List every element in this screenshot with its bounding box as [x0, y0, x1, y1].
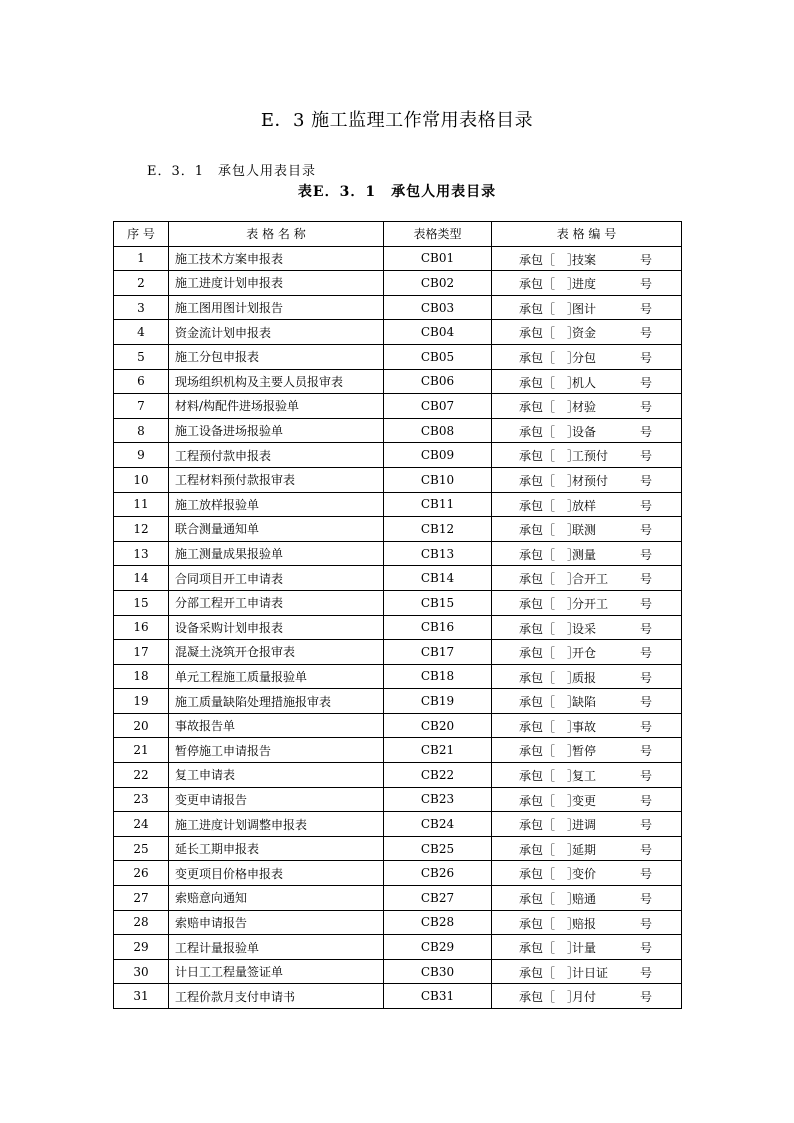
row-number: 29	[114, 935, 169, 960]
code-abbr: 机人	[572, 375, 597, 390]
table-row	[114, 984, 682, 1009]
header-no: 序 号	[114, 222, 169, 247]
code-abbr: 变更	[572, 793, 597, 808]
row-number: 10	[114, 467, 169, 492]
row-number: 30	[114, 959, 169, 984]
form-type: CB31	[384, 984, 492, 1009]
table-row	[114, 861, 682, 886]
code-prefix: 承包［ ］	[519, 867, 580, 882]
code-abbr: 进调	[572, 818, 597, 833]
table-row	[114, 713, 682, 738]
code-abbr: 放样	[572, 498, 597, 513]
code-abbr: 计量	[572, 941, 597, 956]
row-number: 19	[114, 689, 169, 714]
code-prefix: 承包［ ］	[519, 990, 580, 1005]
code-suffix: 号	[640, 523, 653, 538]
form-code	[492, 615, 682, 640]
code-prefix: 承包［ ］	[519, 744, 580, 759]
form-code	[492, 689, 682, 714]
form-code	[492, 320, 682, 345]
code-abbr: 设备	[572, 424, 597, 439]
code-suffix: 号	[640, 842, 653, 857]
table-row	[114, 541, 682, 566]
code-suffix: 号	[640, 400, 653, 415]
row-number: 25	[114, 836, 169, 861]
form-name: 设备采购计划申报表	[169, 615, 384, 640]
form-name: 工程价款月支付申请书	[169, 984, 384, 1009]
form-code	[492, 910, 682, 935]
form-name: 分部工程开工申请表	[169, 590, 384, 615]
form-name: 索赔申请报告	[169, 910, 384, 935]
form-type: CB27	[384, 886, 492, 911]
form-type: CB23	[384, 787, 492, 812]
form-code	[492, 295, 682, 320]
form-code	[492, 640, 682, 665]
form-type: CB22	[384, 763, 492, 788]
form-code	[492, 836, 682, 861]
form-type: CB05	[384, 344, 492, 369]
form-type: CB16	[384, 615, 492, 640]
code-abbr: 质报	[572, 670, 597, 685]
code-prefix: 承包［ ］	[519, 818, 580, 833]
form-type: CB13	[384, 541, 492, 566]
form-name: 单元工程施工质量报验单	[169, 664, 384, 689]
form-type: CB11	[384, 492, 492, 517]
row-number: 24	[114, 812, 169, 837]
row-number: 26	[114, 861, 169, 886]
table-row	[114, 344, 682, 369]
code-suffix: 号	[640, 449, 653, 464]
form-type: CB02	[384, 271, 492, 296]
code-suffix: 号	[640, 990, 653, 1005]
code-abbr: 赔报	[572, 916, 597, 931]
row-number: 8	[114, 418, 169, 443]
code-abbr: 材预付	[572, 473, 609, 488]
table-row	[114, 959, 682, 984]
form-name: 计日工工程量签证单	[169, 959, 384, 984]
code-prefix: 承包［ ］	[519, 572, 580, 587]
row-number: 16	[114, 615, 169, 640]
code-prefix: 承包［ ］	[519, 350, 580, 365]
table-row	[114, 566, 682, 591]
code-prefix: 承包［ ］	[519, 719, 580, 734]
row-number: 2	[114, 271, 169, 296]
code-prefix: 承包［ ］	[519, 793, 580, 808]
code-suffix: 号	[640, 547, 653, 562]
code-suffix: 号	[640, 892, 653, 907]
form-type: CB08	[384, 418, 492, 443]
header-code: 表 格 编 号	[492, 222, 682, 247]
code-suffix: 号	[640, 498, 653, 513]
form-code	[492, 738, 682, 763]
row-number: 12	[114, 517, 169, 542]
form-name: 变更申请报告	[169, 787, 384, 812]
form-type: CB04	[384, 320, 492, 345]
table-row	[114, 787, 682, 812]
table-row	[114, 394, 682, 419]
form-name: 施工分包申报表	[169, 344, 384, 369]
form-name: 事故报告单	[169, 713, 384, 738]
form-code	[492, 664, 682, 689]
form-type: CB24	[384, 812, 492, 837]
form-type: CB30	[384, 959, 492, 984]
table-row	[114, 763, 682, 788]
code-prefix: 承包［ ］	[519, 400, 580, 415]
form-name: 施工放样报验单	[169, 492, 384, 517]
form-type: CB25	[384, 836, 492, 861]
form-code	[492, 394, 682, 419]
code-suffix: 号	[640, 621, 653, 636]
code-abbr: 开仓	[572, 646, 597, 661]
code-abbr: 联测	[572, 523, 597, 538]
form-type: CB28	[384, 910, 492, 935]
code-abbr: 图计	[572, 301, 597, 316]
row-number: 1	[114, 246, 169, 271]
row-number: 9	[114, 443, 169, 468]
row-number: 27	[114, 886, 169, 911]
table-row	[114, 935, 682, 960]
table-row	[114, 369, 682, 394]
form-code	[492, 541, 682, 566]
row-number: 23	[114, 787, 169, 812]
form-name: 资金流计划申报表	[169, 320, 384, 345]
code-suffix: 号	[640, 769, 653, 784]
form-type: CB17	[384, 640, 492, 665]
form-code	[492, 344, 682, 369]
table-row	[114, 615, 682, 640]
table-body	[114, 246, 682, 1008]
form-name: 现场组织机构及主要人员报审表	[169, 369, 384, 394]
form-name: 变更项目价格申报表	[169, 861, 384, 886]
form-name: 复工申请表	[169, 763, 384, 788]
row-number: 7	[114, 394, 169, 419]
section-heading: E．3．1 承包人用表目录	[147, 164, 317, 179]
code-abbr: 月付	[572, 990, 597, 1005]
table-row	[114, 738, 682, 763]
form-name: 材料/构配件进场报验单	[169, 394, 384, 419]
form-name: 施工进度计划调整申报表	[169, 812, 384, 837]
form-type: CB01	[384, 246, 492, 271]
code-prefix: 承包［ ］	[519, 842, 580, 857]
form-type: CB29	[384, 935, 492, 960]
code-prefix: 承包［ ］	[519, 547, 580, 562]
table-row	[114, 271, 682, 296]
code-prefix: 承包［ ］	[519, 670, 580, 685]
form-name: 工程预付款申报表	[169, 443, 384, 468]
code-prefix: 承包［ ］	[519, 596, 580, 611]
row-number: 21	[114, 738, 169, 763]
form-type: CB07	[384, 394, 492, 419]
code-prefix: 承包［ ］	[519, 695, 580, 710]
code-abbr: 工预付	[572, 449, 609, 464]
form-code	[492, 246, 682, 271]
table-row	[114, 836, 682, 861]
table-row	[114, 689, 682, 714]
code-abbr: 复工	[572, 769, 597, 784]
form-code	[492, 492, 682, 517]
form-code	[492, 443, 682, 468]
table-row	[114, 910, 682, 935]
form-name: 工程计量报验单	[169, 935, 384, 960]
row-number: 20	[114, 713, 169, 738]
code-prefix: 承包［ ］	[519, 892, 580, 907]
code-prefix: 承包［ ］	[519, 941, 580, 956]
row-number: 6	[114, 369, 169, 394]
row-number: 3	[114, 295, 169, 320]
form-code	[492, 935, 682, 960]
code-abbr: 延期	[572, 842, 597, 857]
code-suffix: 号	[640, 941, 653, 956]
code-abbr: 技案	[572, 252, 597, 267]
code-suffix: 号	[640, 916, 653, 931]
table-row	[114, 295, 682, 320]
form-type: CB10	[384, 467, 492, 492]
code-abbr: 进度	[572, 277, 597, 292]
code-prefix: 承包［ ］	[519, 769, 580, 784]
row-number: 11	[114, 492, 169, 517]
code-suffix: 号	[640, 277, 653, 292]
form-code	[492, 763, 682, 788]
code-prefix: 承包［ ］	[519, 916, 580, 931]
form-code	[492, 787, 682, 812]
form-type: CB21	[384, 738, 492, 763]
code-abbr: 赔通	[572, 892, 597, 907]
code-suffix: 号	[640, 350, 653, 365]
table-row	[114, 320, 682, 345]
code-suffix: 号	[640, 424, 653, 439]
form-name: 施工图用图计划报告	[169, 295, 384, 320]
form-code	[492, 418, 682, 443]
code-suffix: 号	[640, 695, 653, 710]
row-number: 5	[114, 344, 169, 369]
form-type: CB20	[384, 713, 492, 738]
table-row	[114, 443, 682, 468]
code-prefix: 承包［ ］	[519, 965, 580, 980]
code-suffix: 号	[640, 719, 653, 734]
table-row	[114, 467, 682, 492]
form-code	[492, 886, 682, 911]
code-prefix: 承包［ ］	[519, 277, 580, 292]
table-row	[114, 418, 682, 443]
table-row	[114, 517, 682, 542]
code-suffix: 号	[640, 326, 653, 341]
code-suffix: 号	[640, 572, 653, 587]
code-prefix: 承包［ ］	[519, 424, 580, 439]
code-suffix: 号	[640, 965, 653, 980]
code-abbr: 测量	[572, 547, 597, 562]
header-type: 表格类型	[384, 222, 492, 247]
code-suffix: 号	[640, 473, 653, 488]
form-name: 延长工期申报表	[169, 836, 384, 861]
form-type: CB14	[384, 566, 492, 591]
code-suffix: 号	[640, 670, 653, 685]
form-code	[492, 369, 682, 394]
form-code	[492, 861, 682, 886]
table-caption: 表E．3．1 承包人用表目录	[297, 184, 497, 200]
table-row	[114, 246, 682, 271]
row-number: 4	[114, 320, 169, 345]
code-prefix: 承包［ ］	[519, 473, 580, 488]
form-name: 联合测量通知单	[169, 517, 384, 542]
row-number: 28	[114, 910, 169, 935]
code-suffix: 号	[640, 596, 653, 611]
form-code	[492, 713, 682, 738]
table-row	[114, 640, 682, 665]
code-abbr: 分开工	[572, 596, 609, 611]
code-prefix: 承包［ ］	[519, 375, 580, 390]
form-type: CB06	[384, 369, 492, 394]
code-abbr: 分包	[572, 350, 597, 365]
code-abbr: 事故	[572, 719, 597, 734]
table-row	[114, 492, 682, 517]
row-number: 14	[114, 566, 169, 591]
form-name: 施工设备进场报验单	[169, 418, 384, 443]
code-suffix: 号	[640, 252, 653, 267]
form-name: 暂停施工申请报告	[169, 738, 384, 763]
code-abbr: 计日证	[572, 965, 609, 980]
form-name: 施工技术方案申报表	[169, 246, 384, 271]
header-name: 表 格 名 称	[169, 222, 384, 247]
form-type: CB09	[384, 443, 492, 468]
page-title: E．3 施工监理工作常用表格目录	[260, 110, 534, 131]
row-number: 22	[114, 763, 169, 788]
form-name: 合同项目开工申请表	[169, 566, 384, 591]
code-prefix: 承包［ ］	[519, 449, 580, 464]
form-name: 施工进度计划申报表	[169, 271, 384, 296]
table-row	[114, 664, 682, 689]
table-row	[114, 886, 682, 911]
table-header-row	[114, 222, 682, 247]
code-abbr: 材验	[572, 400, 597, 415]
code-prefix: 承包［ ］	[519, 621, 580, 636]
code-abbr: 暂停	[572, 744, 597, 759]
form-code	[492, 590, 682, 615]
form-name: 施工测量成果报验单	[169, 541, 384, 566]
form-type: CB15	[384, 590, 492, 615]
row-number: 17	[114, 640, 169, 665]
form-index-table	[113, 221, 682, 1009]
table-row	[114, 590, 682, 615]
code-abbr: 设采	[572, 621, 597, 636]
code-suffix: 号	[640, 818, 653, 833]
row-number: 18	[114, 664, 169, 689]
form-code	[492, 517, 682, 542]
form-code	[492, 271, 682, 296]
row-number: 31	[114, 984, 169, 1009]
code-prefix: 承包［ ］	[519, 523, 580, 538]
form-code	[492, 984, 682, 1009]
code-abbr: 资金	[572, 326, 597, 341]
table-row	[114, 812, 682, 837]
form-code	[492, 566, 682, 591]
code-prefix: 承包［ ］	[519, 646, 580, 661]
form-type: CB26	[384, 861, 492, 886]
form-type: CB19	[384, 689, 492, 714]
code-prefix: 承包［ ］	[519, 301, 580, 316]
code-suffix: 号	[640, 375, 653, 390]
code-prefix: 承包［ ］	[519, 326, 580, 341]
form-code	[492, 959, 682, 984]
code-suffix: 号	[640, 793, 653, 808]
row-number: 15	[114, 590, 169, 615]
code-suffix: 号	[640, 867, 653, 882]
form-name: 施工质量缺陷处理措施报审表	[169, 689, 384, 714]
code-abbr: 合开工	[572, 572, 609, 587]
code-abbr: 变价	[572, 867, 597, 882]
code-suffix: 号	[640, 744, 653, 759]
form-type: CB18	[384, 664, 492, 689]
form-name: 工程材料预付款报审表	[169, 467, 384, 492]
form-name: 混凝土浇筑开仓报审表	[169, 640, 384, 665]
form-type: CB03	[384, 295, 492, 320]
form-code	[492, 812, 682, 837]
code-abbr: 缺陷	[572, 695, 597, 710]
row-number: 13	[114, 541, 169, 566]
code-suffix: 号	[640, 646, 653, 661]
form-type: CB12	[384, 517, 492, 542]
code-prefix: 承包［ ］	[519, 252, 580, 267]
code-suffix: 号	[640, 301, 653, 316]
code-prefix: 承包［ ］	[519, 498, 580, 513]
form-name: 索赔意向通知	[169, 886, 384, 911]
form-code	[492, 467, 682, 492]
